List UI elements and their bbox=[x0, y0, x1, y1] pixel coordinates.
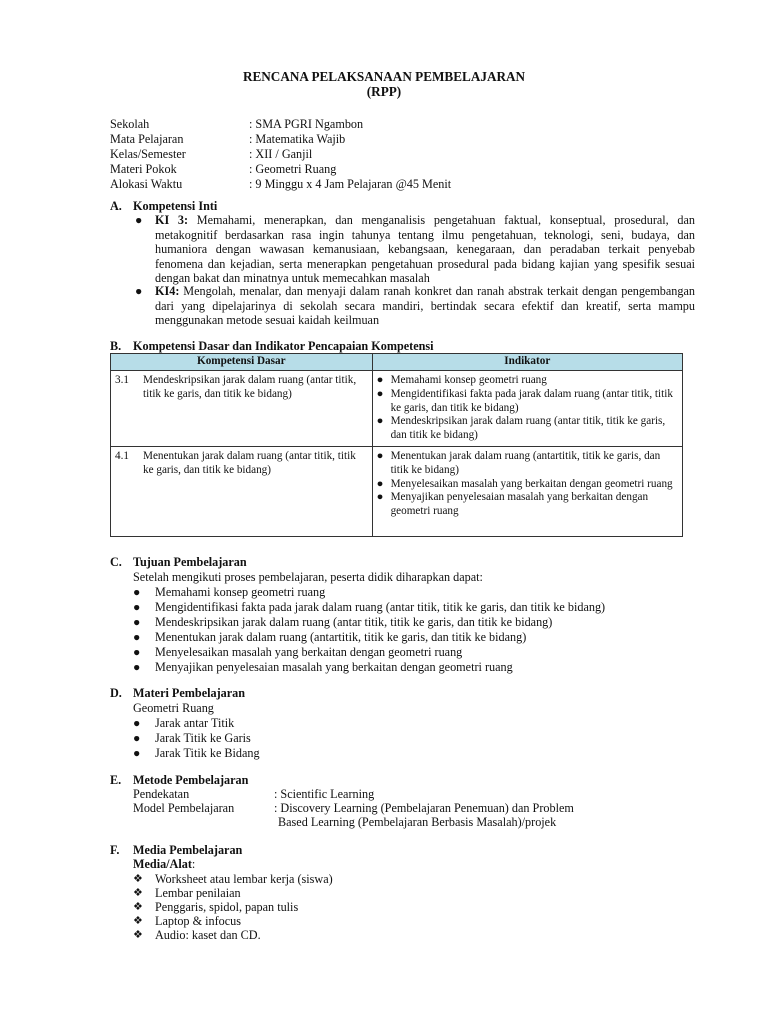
section-number: C. bbox=[110, 555, 122, 569]
tujuan-text: Mengidentifikasi fakta pada jarak dalam ruang (antar titik, titik ke garis, dan titik ke bidang) bbox=[155, 600, 606, 614]
diamond-bullet-icon: ❖ bbox=[133, 887, 143, 899]
section-title: Kompetensi Dasar dan Indikator Pencapaian Kompetensi bbox=[133, 339, 434, 353]
indikator-text: Mendeskripsikan jarak dalam ruang (antar titik, titik ke garis, dan titik ke bidang) bbox=[390, 415, 666, 442]
ki3-label: KI 3: bbox=[155, 213, 189, 227]
list-item bbox=[377, 374, 678, 388]
table-cell bbox=[111, 371, 373, 447]
list-item bbox=[377, 491, 678, 519]
section-e-heading bbox=[110, 773, 248, 788]
section-number: A. bbox=[110, 199, 122, 213]
bullet-icon: ● bbox=[133, 660, 141, 674]
media-subtitle-colon: : bbox=[191, 857, 196, 871]
meta-label: Mata Pelajaran bbox=[110, 132, 184, 146]
indikator-text: Menentukan jarak dalam ruang (antartitik, titik ke garis, dan titik ke bidang) bbox=[390, 449, 661, 476]
meta-label: Materi Pokok bbox=[110, 162, 177, 176]
bullet-icon: ● bbox=[133, 645, 141, 659]
materi-intro: Geometri Ruang bbox=[133, 701, 214, 715]
indikator-text: Menyelesaikan masalah yang berkaitan dengan geometri ruang bbox=[390, 477, 673, 490]
meta-label: Sekolah bbox=[110, 117, 150, 131]
section-a-heading bbox=[110, 199, 217, 214]
model-label: Model Pembelajaran bbox=[133, 801, 235, 815]
list-item bbox=[377, 450, 678, 478]
ki4-label: KI4: bbox=[155, 284, 180, 298]
tujuan-text: Menyajikan penyelesaian masalah yang berkaitan dengan geometri ruang bbox=[155, 660, 513, 674]
section-number: D. bbox=[110, 686, 122, 700]
kd-text: Menentukan jarak dalam ruang (antar titik, titik ke garis, dan titik ke bidang) bbox=[143, 449, 356, 476]
section-title: Tujuan Pembelajaran bbox=[133, 555, 247, 569]
meta-row-kelas bbox=[110, 147, 670, 162]
pendekatan-value: : Scientific Learning bbox=[274, 787, 375, 801]
doc-title: RENCANA PELAKSANAAN PEMBELAJARAN bbox=[242, 69, 526, 84]
table-cell bbox=[372, 371, 682, 447]
media-text: Audio: kaset dan CD. bbox=[155, 928, 261, 942]
media-text: Laptop & infocus bbox=[155, 914, 241, 928]
meta-value: : 9 Minggu x 4 Jam Pelajaran @45 Menit bbox=[249, 177, 452, 191]
kd-text: Mendeskripsikan jarak dalam ruang (antar titik, titik ke garis, dan titik ke bidang) bbox=[143, 374, 357, 400]
bullet-icon: ● bbox=[133, 600, 141, 614]
section-c-heading bbox=[110, 555, 247, 570]
indikator-text: Memahami konsep geometri ruang bbox=[390, 374, 547, 386]
meta-value: : XII / Ganjil bbox=[249, 147, 313, 161]
bullet-icon: ● bbox=[135, 213, 143, 227]
table-row bbox=[111, 446, 683, 536]
pendekatan-label: Pendekatan bbox=[133, 787, 190, 801]
list-item bbox=[377, 415, 678, 443]
tujuan-text: Mendeskripsikan jarak dalam ruang (antar titik, titik ke garis, dan titik ke bidang) bbox=[155, 615, 553, 629]
tujuan-text: Memahami konsep geometri ruang bbox=[155, 585, 326, 599]
table-cell bbox=[111, 446, 373, 536]
indikator-text: Menyajikan penyelesaian masalah yang berkaitan dengan geometri ruang bbox=[390, 491, 649, 518]
tujuan-text: Menyelesaikan masalah yang berkaitan dengan geometri ruang bbox=[155, 645, 463, 659]
bullet-icon: ● bbox=[133, 585, 141, 599]
ki4-text: Mengolah, menalar, dan menyaji dalam ranah konkret dan ranah abstrak terkait dengan pengembangan dari yang dipelajarinya di sekolah secara mandiri, bertindak secara efektif dan kreatif, serta mampu menggunakan metode sesuai kaidah keilmuan bbox=[155, 284, 695, 328]
bullet-icon: ● bbox=[376, 387, 384, 400]
bullet-icon: ● bbox=[376, 477, 384, 490]
diamond-bullet-icon: ❖ bbox=[133, 915, 143, 927]
section-number: B. bbox=[110, 339, 122, 353]
media-subtitle-wrap bbox=[133, 857, 195, 872]
meta-value: : SMA PGRI Ngambon bbox=[249, 117, 364, 131]
meta-value: : Matematika Wajib bbox=[249, 132, 346, 146]
doc-subtitle: (RPP) bbox=[366, 84, 402, 99]
section-title: Media Pembelajaran bbox=[133, 843, 243, 857]
media-text: Penggaris, spidol, papan tulis bbox=[155, 900, 299, 914]
tujuan-text: Menentukan jarak dalam ruang (antartitik, titik ke garis, dan titik ke bidang) bbox=[155, 630, 527, 644]
bullet-icon: ● bbox=[135, 284, 143, 298]
table-header: Indikator bbox=[372, 354, 682, 371]
materi-text: Jarak Titik ke Bidang bbox=[155, 746, 260, 760]
indikator-text: Mengidentifikasi fakta pada jarak dalam ruang (antar titik, titik ke garis, dan titik ke bidang) bbox=[390, 387, 673, 414]
meta-row-mapel bbox=[110, 132, 670, 147]
meta-label: Alokasi Waktu bbox=[110, 177, 183, 191]
meta-label: Kelas/Semester bbox=[110, 147, 186, 161]
media-text: Worksheet atau lembar kerja (siswa) bbox=[155, 872, 333, 886]
diamond-bullet-icon: ❖ bbox=[133, 929, 143, 941]
section-d-heading bbox=[110, 686, 245, 701]
media-text: Lembar penilaian bbox=[155, 886, 241, 900]
bullet-icon: ● bbox=[376, 415, 384, 428]
media-subtitle: Media/Alat bbox=[133, 857, 192, 871]
bullet-icon: ● bbox=[376, 449, 384, 462]
bullet-icon: ● bbox=[133, 731, 141, 745]
table-header: Kompetensi Dasar bbox=[111, 354, 373, 371]
bullet-icon: ● bbox=[376, 374, 384, 386]
kd-number: 4.1 bbox=[115, 449, 129, 462]
list-item bbox=[377, 478, 678, 492]
table-row bbox=[111, 371, 683, 447]
meta-row-alokasi bbox=[110, 177, 670, 192]
diamond-bullet-icon: ❖ bbox=[133, 901, 143, 913]
bullet-icon: ● bbox=[376, 491, 384, 504]
section-number: E. bbox=[110, 773, 122, 787]
table-header-row bbox=[111, 354, 683, 371]
materi-text: Jarak antar Titik bbox=[155, 716, 235, 730]
section-title: Kompetensi Inti bbox=[133, 199, 218, 213]
bullet-icon: ● bbox=[133, 746, 141, 760]
list-item bbox=[377, 388, 678, 416]
bullet-icon: ● bbox=[133, 716, 141, 730]
bullet-icon: ● bbox=[133, 615, 141, 629]
kompetensi-table bbox=[110, 353, 683, 537]
kd-number: 3.1 bbox=[115, 374, 129, 386]
meta-row-materi bbox=[110, 162, 670, 177]
diamond-bullet-icon: ❖ bbox=[133, 873, 143, 885]
table-cell bbox=[372, 446, 682, 536]
ki3-text: Memahami, menerapkan, dan menganalisis pengetahuan faktual, konseptual, prosedural, dan metakognitif berdasarkan rasa ingin tahunya tentang ilmu pengetahuan, teknologi, seni, budaya, dan humaniora dengan wawasan kemanusiaan, kebangsaan, kenegaraan, dan peradaban terkait penyebab fenomena dan kejadian, serta menerapkan pengetahuan prosedural pada bidang kajian yang spesifik sesuai dengan bakat dan minatnya untuk memecahkan masalah bbox=[155, 213, 695, 286]
section-title: Materi Pembelajaran bbox=[133, 686, 246, 700]
materi-text: Jarak Titik ke Garis bbox=[155, 731, 251, 745]
meta-value: : Geometri Ruang bbox=[249, 162, 337, 176]
section-b-heading bbox=[110, 339, 434, 354]
tujuan-intro: Setelah mengikuti proses pembelajaran, peserta didik diharapkan dapat: bbox=[133, 570, 483, 584]
section-title: Metode Pembelajaran bbox=[133, 773, 249, 787]
model-value-line1: : Discovery Learning (Pembelajaran Penemuan) dan Problem bbox=[274, 801, 574, 815]
meta-row-sekolah bbox=[110, 117, 670, 132]
section-f-heading bbox=[110, 843, 242, 858]
section-number: F. bbox=[110, 843, 120, 857]
model-value-line2: Based Learning (Pembelajaran Berbasis Masalah)/projek bbox=[278, 815, 557, 829]
bullet-icon: ● bbox=[133, 630, 141, 644]
